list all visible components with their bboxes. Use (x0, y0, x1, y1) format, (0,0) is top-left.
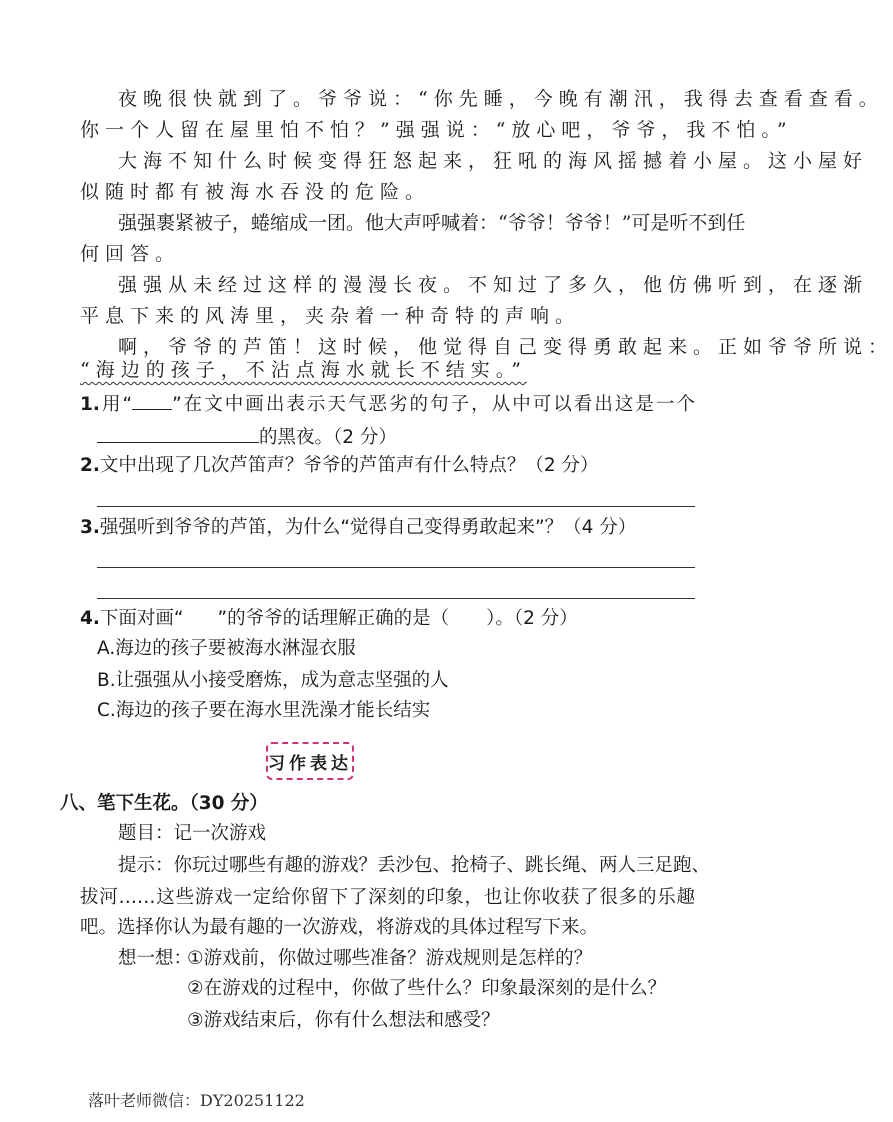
passage-line: 啊，爷爷的芦笛！这时候，他觉得自己变得勇敢起来。正如爷爷所说： (118, 336, 893, 358)
question-1-cont (97, 422, 397, 448)
passage-line: 平息下来的风涛里，夹杂着一种奇特的声响。 (80, 305, 581, 327)
passage-line: 夜晚很快就到了。爷爷说：“你先睡，今晚有潮汛，我得去查看查看。 (118, 88, 884, 110)
section-badge: 习作表达 (266, 742, 354, 780)
writing-hint: 提示：你玩过哪些有趣的游戏？丢沙包、抢椅子、跳长绳、两人三足跑、 (118, 855, 711, 876)
question-number: 1. (80, 394, 100, 415)
passage-line: 你一个人留在屋里怕不怕？”强强说：“放心吧，爷爷，我不怕。” (80, 119, 793, 141)
question-3 (80, 515, 636, 541)
question-2 (80, 453, 599, 479)
writing-hint: 吧。选择你认为最有趣的一次游戏，将游戏的具体过程写下来。 (80, 917, 599, 938)
question-number: 2. (80, 455, 100, 476)
question-text: 用“ (99, 394, 133, 415)
passage-line: 强强裹紧被子，蜷缩成一团。他大声呼喊着：“爷爷！爷爷！”可是听不到任 (118, 212, 746, 234)
question-text: 文中出现了几次芦笛声？爷爷的芦笛声有什么特点？（2 分） (99, 455, 599, 476)
question-text: ”在文中画出表示天气恶劣的句子，从中可以看出这是一个 (172, 394, 695, 415)
question-number: 4. (80, 608, 100, 629)
straight-line-mark (132, 409, 172, 410)
think-item: ①游戏前，你做过哪些准备？游戏规则是怎样的？ (187, 948, 593, 969)
think-item: ③游戏结束后，你有什么想法和感受？ (187, 1010, 500, 1031)
answer-line[interactable] (97, 567, 695, 568)
question-text: 的黑夜。（2 分） (259, 427, 397, 448)
question-text: 下面对画“ (99, 608, 184, 629)
question-text: 强强听到爷爷的芦笛，为什么“觉得自己变得勇敢起来”？（4 分） (99, 517, 637, 538)
question-text: ”的爷爷的话理解正确的是（ ）。（2 分） (217, 608, 578, 629)
wavy-line-mark (184, 606, 218, 632)
answer-line[interactable] (97, 598, 695, 599)
question-number: 3. (80, 517, 100, 538)
footer-watermark: 落叶老师微信：DY20251122 (88, 1091, 305, 1110)
passage-line: 似随时都有被海水吞没的危险。 (80, 181, 431, 203)
question-1 (80, 392, 695, 418)
question-4 (80, 606, 578, 632)
option-c[interactable]: C.海边的孩子要在海水里洗澡才能长结实 (97, 700, 431, 721)
writing-heading: 八、笔下生花。（30 分） (60, 793, 268, 814)
passage-line: 大海不知什么时候变得狂怒起来，狂吼的海风摇撼着小屋。这小屋好 (118, 150, 869, 172)
option-a[interactable]: A.海边的孩子要被海水淋湿衣服 (97, 638, 356, 659)
think-label: 想一想： (118, 948, 193, 969)
think-item: ②在游戏的过程中，你做了些什么？印象最深刻的是什么？ (187, 978, 667, 999)
answer-line[interactable] (97, 506, 695, 507)
option-b[interactable]: B.让强强从小接受磨炼，成为意志坚强的人 (97, 670, 449, 691)
writing-hint: 拔河……这些游戏一定给你留下了深刻的印象，也让你收获了很多的乐趣 (80, 887, 695, 908)
passage-line-wavy (80, 357, 527, 383)
answer-blank[interactable] (97, 422, 259, 443)
writing-title: 题目：记一次游戏 (118, 823, 267, 844)
passage-line: 强强从未经过这样的漫漫长夜。不知过了多久，他仿佛听到，在逐渐 (118, 274, 869, 296)
passage-line: 何回答。 (80, 243, 181, 265)
wavy-underlined-sentence: “海边的孩子，不沾点海水就长不结实。” (80, 359, 527, 381)
